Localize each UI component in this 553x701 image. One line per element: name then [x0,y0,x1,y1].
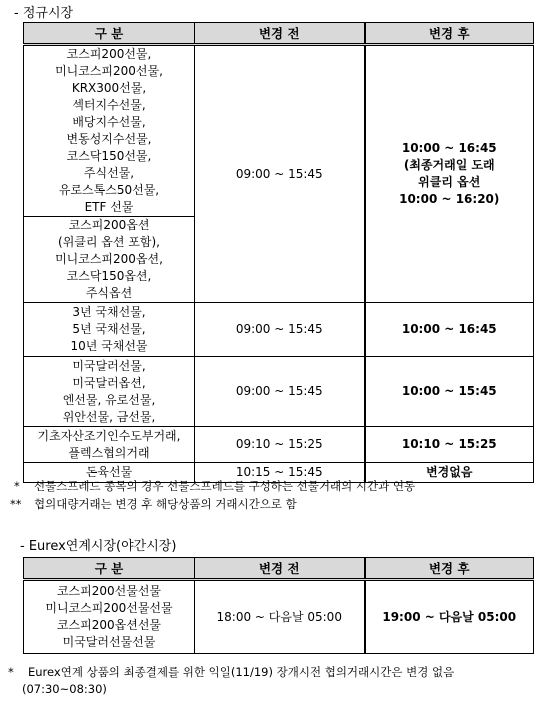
table-header-row [24,23,534,45]
header-after: 변경 후 [365,558,534,580]
header-before: 변경 전 [195,23,365,45]
before-cell: 09:10 ~ 15:25 [195,427,365,463]
category-cell [24,580,195,654]
category-line: 3년 국채선물, [72,305,146,319]
category-line: 플렉스협의거래 [68,445,150,460]
header-before: 변경 전 [195,558,365,580]
category-line: 미니코스피200옵션, [55,252,163,266]
after-cell [365,45,534,303]
before-cell: 09:00 ~ 15:45 [195,357,365,427]
table-header-row [24,558,534,580]
footnote-mark: ** [10,497,22,511]
category-line: 섹터지수선물, [72,98,146,112]
category-line: 미니코스피200선물, [55,64,163,78]
footnote-line [8,664,454,681]
table-row [24,580,534,654]
after-cell: 10:00 ~ 16:45 [365,303,534,357]
category-cell: 돈육선물 [24,463,195,483]
before-cell: 09:00 ~ 15:45 [195,45,365,303]
regular-market-table [23,22,534,483]
table-row [24,303,534,357]
after-line: 위클리 옵션 [418,175,481,189]
before-cell: 10:15 ~ 15:45 [195,463,365,483]
footnote-mark: * [14,479,20,493]
category-line: 기초자산조기인수도부거래, [37,428,181,443]
footnote-line: (07:30~08:30) [22,682,107,696]
category-line: 10년 국채선물 [70,339,148,353]
category-line: 배당지수선물, [72,115,146,129]
category-cell [24,427,195,463]
category-line: 5년 국채선물, [72,322,146,336]
category-line: ETF 선물 [84,200,134,214]
eurex-market-table [23,557,534,654]
footnote-text: 협의대량거래는 변경 후 해당상품의 거래시간으로 함 [34,497,297,511]
category-line: 코스닥150선물, [66,149,152,163]
category-cell [24,217,195,303]
footnote [8,664,454,698]
regular-market-title: - 정규시장 [14,6,74,21]
after-line: (최종거래일 도래 [403,158,495,172]
header-after: 변경 후 [365,23,534,45]
footnote-text: 선물스프레드 종목의 경우 선물스프레드를 구성하는 선물거래의 시간과 연동 [34,479,416,493]
category-cell [24,303,195,357]
category-line: 엔선물, 유로선물, [62,392,156,407]
category-line: 미국달러선물선물 [62,635,156,649]
after-line: 10:00 ~ 16:20) [399,192,500,206]
before-cell: 18:00 ~ 다음날 05:00 [195,580,365,654]
after-cell: 19:00 ~ 다음날 05:00 [365,580,534,654]
category-line: 코스닥150옵션, [66,269,152,283]
footnote [14,478,415,495]
category-line: KRX300선물, [71,81,147,95]
category-line: 코스피200선물, [66,47,152,61]
category-line: 미국달러옵션, [72,375,146,390]
category-line: 코스피200옵션 [68,218,150,232]
category-line: 미국달러선물, [72,358,146,373]
after-cell: 10:10 ~ 15:25 [365,427,534,463]
table-row [24,357,534,427]
category-line: 주식선물, [83,166,135,180]
category-line: 유로스톡스50선물, [58,183,160,197]
category-cell [24,357,195,427]
category-line: 주식옵션 [85,286,133,300]
after-line: 10:00 ~ 16:45 [401,141,497,155]
category-line: 코스피200옵션선물 [56,618,162,632]
category-line: 코스피200선물선물 [56,584,162,598]
category-line: 위안선물, 금선물, [62,409,156,424]
header-category: 구 분 [24,23,195,45]
footnote [10,496,297,513]
category-line: 변동성지수선물, [66,132,152,146]
eurex-market-title: - Eurex연계시장(야간시장) [20,539,177,554]
category-line: 미니코스피200선물선물 [45,601,173,615]
after-cell: 변경없음 [365,463,534,483]
table-row [24,427,534,463]
footnote-text: Eurex연계 상품의 최종결제를 위한 익일(11/19) 장개시전 협의거래시간은 변경 없음 [28,665,455,679]
footnote-mark: * [8,665,14,679]
before-cell: 09:00 ~ 15:45 [195,303,365,357]
table-row [24,45,534,217]
category-cell [24,45,195,217]
after-cell: 10:00 ~ 15:45 [365,357,534,427]
header-category: 구 분 [24,558,195,580]
category-line: (위클리 옵션 포함), [58,235,160,249]
